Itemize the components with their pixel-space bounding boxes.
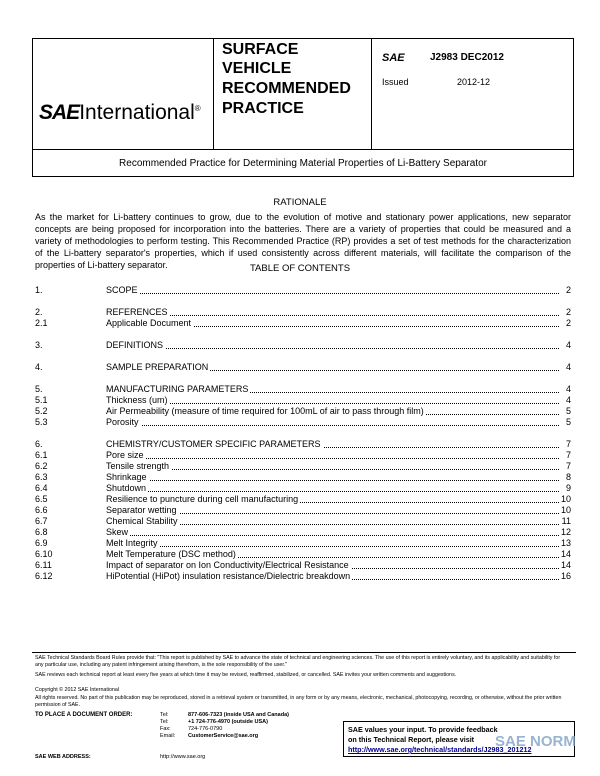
tel2-label: Tel: (160, 719, 169, 725)
email-value[interactable]: CustomerService@sae.org (188, 733, 259, 739)
sae-mark: SAE (382, 52, 405, 64)
document-title: Recommended Practice for Determining Material Properties of Li-Battery Separator (119, 158, 487, 169)
toc-leader-dots (106, 480, 559, 481)
toc-entry-number: 6.4 (35, 483, 48, 493)
email-label: Email: (160, 733, 176, 739)
toc-leader-dots (106, 315, 559, 316)
title-box (32, 149, 574, 177)
logo-registered-mark: ® (194, 104, 201, 113)
toc-entry-page: 5 (565, 417, 571, 427)
toc-leader-dots (106, 535, 559, 536)
issued-label: Issued (382, 77, 409, 87)
toc-entry[interactable] (35, 285, 571, 297)
toc-entry-title: Porosity (106, 417, 139, 427)
toc-entry-title: Melt Integrity (106, 538, 158, 548)
toc-entry[interactable] (35, 571, 571, 583)
toc-entry-page: 8 (565, 472, 571, 482)
feedback-line-2: on this Technical Report, please visit (348, 735, 475, 744)
footer-copyright: Copyright © 2012 SAE International (35, 687, 119, 693)
toc-heading: TABLE OF CONTENTS (249, 263, 351, 274)
order-label: TO PLACE A DOCUMENT ORDER: (35, 712, 133, 718)
toc-entry-number: 6.8 (35, 527, 48, 537)
toc-entry-page: 4 (565, 384, 571, 394)
toc-entry-title: Tensile strength (106, 461, 170, 471)
toc-entry-page: 14 (560, 549, 571, 559)
toc-entry-title: CHEMISTRY/CUSTOMER SPECIFIC PARAMETERS (106, 439, 321, 449)
toc-entry-number: 6.9 (35, 538, 48, 548)
toc-entry-title: Pore size (106, 450, 144, 460)
toc-entry-page: 4 (565, 362, 571, 372)
toc-entry-title: Shrinkage (106, 472, 147, 482)
toc-leader-dots (106, 425, 559, 426)
toc-entry-number: 5. (35, 384, 43, 394)
toc-entry-page: 10 (560, 494, 571, 504)
toc-entry-page: 2 (565, 318, 571, 328)
toc-entry-number: 2.1 (35, 318, 48, 328)
toc-entry[interactable] (35, 417, 571, 429)
sae-international-logo (39, 101, 201, 125)
rationale-heading: RATIONALE (273, 197, 327, 208)
toc-entry-title: HiPotential (HiPot) insulation resistance/Dielectric breakdown (106, 571, 351, 581)
toc-leader-dots (106, 403, 559, 404)
toc-entry-number: 6.6 (35, 505, 48, 515)
fax-label: Fax: (160, 726, 171, 732)
watermark: SAE NORM (495, 733, 576, 750)
logo-international-text: International (79, 101, 195, 124)
doc-type-line-4: PRACTICE (222, 100, 304, 117)
doc-type-line-3: RECOMMENDED (222, 80, 351, 97)
toc-leader-dots (106, 348, 559, 349)
toc-entry-title: Applicable Document (106, 318, 192, 328)
feedback-line-1: SAE values your input. To provide feedback (348, 725, 498, 734)
toc-entry-number: 2. (35, 307, 43, 317)
document-type-cell (213, 38, 372, 150)
toc-entry-page: 12 (560, 527, 571, 537)
toc-entry-title: Separator wetting (106, 505, 177, 515)
toc-entry-title: Skew (106, 527, 129, 537)
toc-entry-number: 5.1 (35, 395, 48, 405)
toc-entry-page: 4 (565, 340, 571, 350)
document-id-cell (371, 38, 574, 150)
toc-leader-dots (106, 458, 559, 459)
toc-entry-title: Thickness (um) (106, 395, 168, 405)
toc-leader-dots (106, 546, 559, 547)
toc-entry-title: Air Permeability (measure of time required for 100mL of air to pass through film) (106, 406, 424, 416)
logo-cell (32, 38, 214, 150)
toc-entry-number: 6. (35, 439, 43, 449)
toc-entry-number: 6.10 (35, 549, 53, 559)
toc-entry-page: 4 (565, 395, 571, 405)
toc-entry-number: 6.12 (35, 571, 53, 581)
tel-label: Tel: (160, 712, 169, 718)
toc-entry-page: 16 (560, 571, 571, 581)
toc-entry-page: 9 (565, 483, 571, 493)
toc-entry-number: 4. (35, 362, 43, 372)
logo-sae-text: SAE (39, 101, 80, 124)
toc-entry-title: MANUFACTURING PARAMETERS (106, 384, 249, 394)
web-value[interactable]: http://www.sae.org (160, 754, 206, 760)
document-number: J2983 DEC2012 (430, 52, 504, 63)
toc-entry-page: 7 (565, 439, 571, 449)
toc-entry-page: 11 (561, 516, 571, 526)
toc-entry-page: 13 (560, 538, 571, 548)
toc-entry[interactable] (35, 362, 571, 374)
toc-entry-page: 2 (565, 307, 571, 317)
toc-entry-number: 5.2 (35, 406, 48, 416)
toc-leader-dots (106, 293, 559, 294)
toc-entry-number: 6.11 (35, 560, 52, 570)
toc-entry-number: 6.7 (35, 516, 48, 526)
toc-entry-number: 6.5 (35, 494, 48, 504)
toc-entry-page: 2 (565, 285, 571, 295)
toc-entry-page: 7 (565, 461, 571, 471)
toc-entry[interactable] (35, 318, 571, 330)
feedback-link[interactable]: http://www.sae.org/technical/standards/J2983_201212 (348, 745, 532, 754)
toc-entry-page: 14 (560, 560, 571, 570)
toc-entry-title: Shutdown (106, 483, 147, 493)
tel2-value: +1 724-776-4970 (outside USA) (188, 719, 268, 725)
toc-leader-dots (106, 491, 559, 492)
toc-leader-dots (106, 469, 559, 470)
toc-entry-title: Melt Temperature (DSC method) (106, 549, 236, 559)
toc-entry-number: 6.1 (35, 450, 48, 460)
issued-date: 2012-12 (457, 77, 491, 87)
toc-entry-page: 5 (565, 406, 571, 416)
web-label: SAE WEB ADDRESS: (35, 754, 91, 760)
rationale-text: As the market for Li-battery continues to grow, due to the evolution of motive and stationary power applications, new separator concepts are being proposed for incorporation into the batteries. There are a variety of properties that could be measured and a variety of methodologies to perform testing. This Recommended Practice (RP) provides a set of test methods for the characterization of the Li-battery separator's properties, which if used consistently across different materials, will facilitate the comparison of the properties of Li-battery separator. (35, 212, 571, 270)
toc-entry-number: 1. (35, 285, 43, 295)
doc-type-line-1: SURFACE (222, 41, 299, 58)
tel-value: 877-606-7323 (inside USA and Canada) (188, 712, 289, 718)
toc-entry-title: SCOPE (106, 285, 138, 295)
toc-entry-number: 6.2 (35, 461, 48, 471)
footer-usage-notice: SAE Technical Standards Board Rules provide that: "This report is published by SAE to advance the state of technical and engineering sciences. The use of this report is entirely voluntary, and its applicability and suitability for any particular use, including any patent infringement arising therefrom, is the sole responsibility of the user." (35, 655, 561, 668)
fax-value: 724-776-0790 (188, 726, 223, 732)
footer-rule (32, 652, 576, 653)
toc-entry-title: Impact of separator on Ion Conductivity/Electrical Resistance (106, 560, 349, 570)
toc-entry[interactable] (35, 340, 571, 352)
toc-entry-page: 7 (565, 450, 571, 460)
toc-entry-title: Resilience to puncture during cell manufacturing (106, 494, 299, 504)
footer-rights: All rights reserved. No part of this publication may be reproduced, stored in a retrieval system or transmitted, in any form or by any means, electronic, mechanical, photocopying, recording, or otherwise, without the prior written permission of SAE. (35, 695, 562, 708)
toc-entry-title: SAMPLE PREPARATION (106, 362, 209, 372)
footer-review-notice: SAE reviews each technical report at least every five years at which time it may be revised, reaffirmed, stabilized, or cancelled. SAE invites your written comments and suggestions. (35, 672, 457, 678)
toc-entry-page: 10 (560, 505, 571, 515)
toc-entry-title: DEFINITIONS (106, 340, 164, 350)
toc-entry-number: 3. (35, 340, 43, 350)
toc-entry-title: REFERENCES (106, 307, 168, 317)
toc-entry-number: 6.3 (35, 472, 48, 482)
doc-type-line-2: VEHICLE (222, 60, 292, 77)
toc-entry-number: 5.3 (35, 417, 48, 427)
toc-entry-title: Chemical Stability (106, 516, 178, 526)
